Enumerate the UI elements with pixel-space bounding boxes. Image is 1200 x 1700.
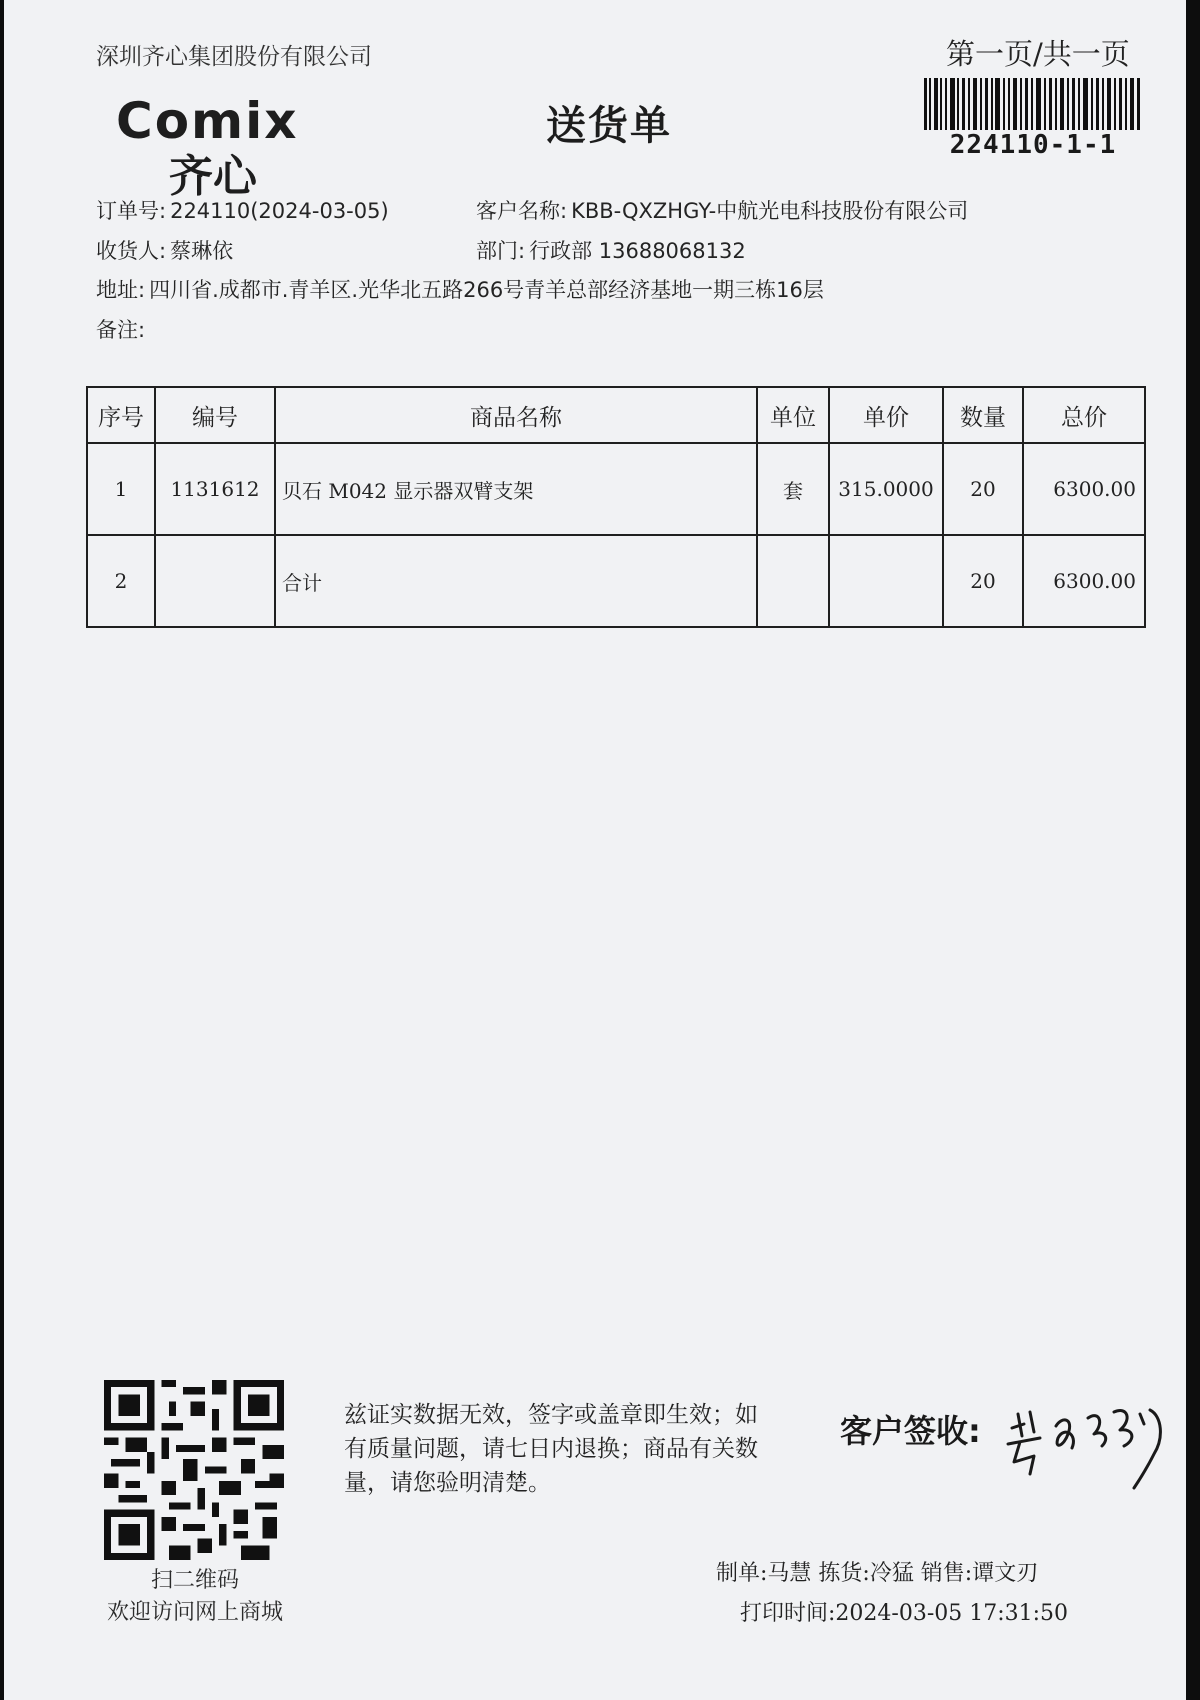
column-header: 总价: [1023, 387, 1145, 443]
notice-text: 兹证实数据无效，签字或盖章即生效；如有质量问题，请七日内退换；商品有关数量，请您验明清楚。: [344, 1402, 758, 1496]
signature-icon: [1004, 1390, 1174, 1500]
department-label: 部门:: [476, 239, 526, 263]
staff-line: 制单:马慧 拣货:冷猛 销售:谭文刃: [716, 1561, 1039, 1586]
table-row: [87, 443, 1145, 535]
customer-name: [476, 195, 968, 225]
total-quantity: 20: [943, 535, 1023, 627]
order-number-value: 224110(2024-03-05): [170, 199, 389, 223]
column-header: 数量: [943, 387, 1023, 443]
page-indicator: 第一页/共一页: [946, 37, 1130, 71]
barcode-number: 224110-1-1: [949, 130, 1117, 160]
column-header: 单价: [829, 387, 943, 443]
item-unit: [757, 535, 829, 627]
row-index: 2: [87, 535, 155, 627]
row-index: 1: [87, 443, 155, 535]
table-header-row: [87, 387, 1145, 443]
comix-logo: Comix: [116, 92, 299, 150]
address-value: 四川省.成都市.青羊区.光华北五路266号青羊总部经济基地一期三栋16层: [149, 278, 824, 302]
company-name: 深圳齐心集团股份有限公司: [96, 44, 372, 70]
table-row: [87, 535, 1145, 627]
line-total: 6300.00: [1023, 443, 1145, 535]
column-header: 单位: [757, 387, 829, 443]
receiver-value: 蔡琳依: [170, 239, 234, 263]
item-code: 1131612: [155, 443, 275, 535]
remark: [96, 314, 149, 344]
unit-price: [829, 535, 943, 627]
department: [476, 235, 746, 265]
barcode-icon: [924, 78, 1142, 130]
column-header: 商品名称: [275, 387, 757, 443]
qr-caption-line-1: 扫二维码: [150, 1568, 239, 1593]
comix-logo-cn: 齐心: [169, 151, 257, 202]
items-table: [86, 386, 1146, 628]
item-code: [155, 535, 275, 627]
quantity: 20: [943, 443, 1023, 535]
customer-name-value: KBB-QXZHGY-中航光电科技股份有限公司: [571, 199, 969, 223]
item-name: 贝石 M042 显示器双臂支架: [275, 443, 757, 535]
receiver: [96, 235, 233, 265]
address-label: 地址:: [96, 278, 146, 302]
column-header: 编号: [155, 387, 275, 443]
customer-sign-label: 客户签收:: [840, 1412, 981, 1450]
qr-code-icon: [104, 1380, 284, 1560]
customer-name-label: 客户名称:: [476, 199, 568, 223]
grand-total: 6300.00: [1023, 535, 1145, 627]
order-number: [96, 195, 389, 225]
summary-label: 合计: [275, 535, 757, 627]
column-header: 序号: [87, 387, 155, 443]
item-unit: 套: [757, 443, 829, 535]
document-title: 送货单: [546, 103, 672, 149]
remark-label: 备注:: [96, 318, 146, 342]
delivery-note-paper: [4, 0, 1186, 1700]
unit-price: 315.0000: [829, 443, 943, 535]
print-time: 打印时间:2024-03-05 17:31:50: [740, 1601, 1069, 1626]
qr-caption-line-2: 欢迎访问网上商城: [106, 1600, 283, 1625]
order-number-label: 订单号:: [96, 199, 167, 223]
department-value: 行政部 13688068132: [529, 239, 746, 263]
receiver-label: 收货人:: [96, 239, 167, 263]
address: [96, 274, 824, 304]
qr-caption: [90, 1565, 300, 1629]
